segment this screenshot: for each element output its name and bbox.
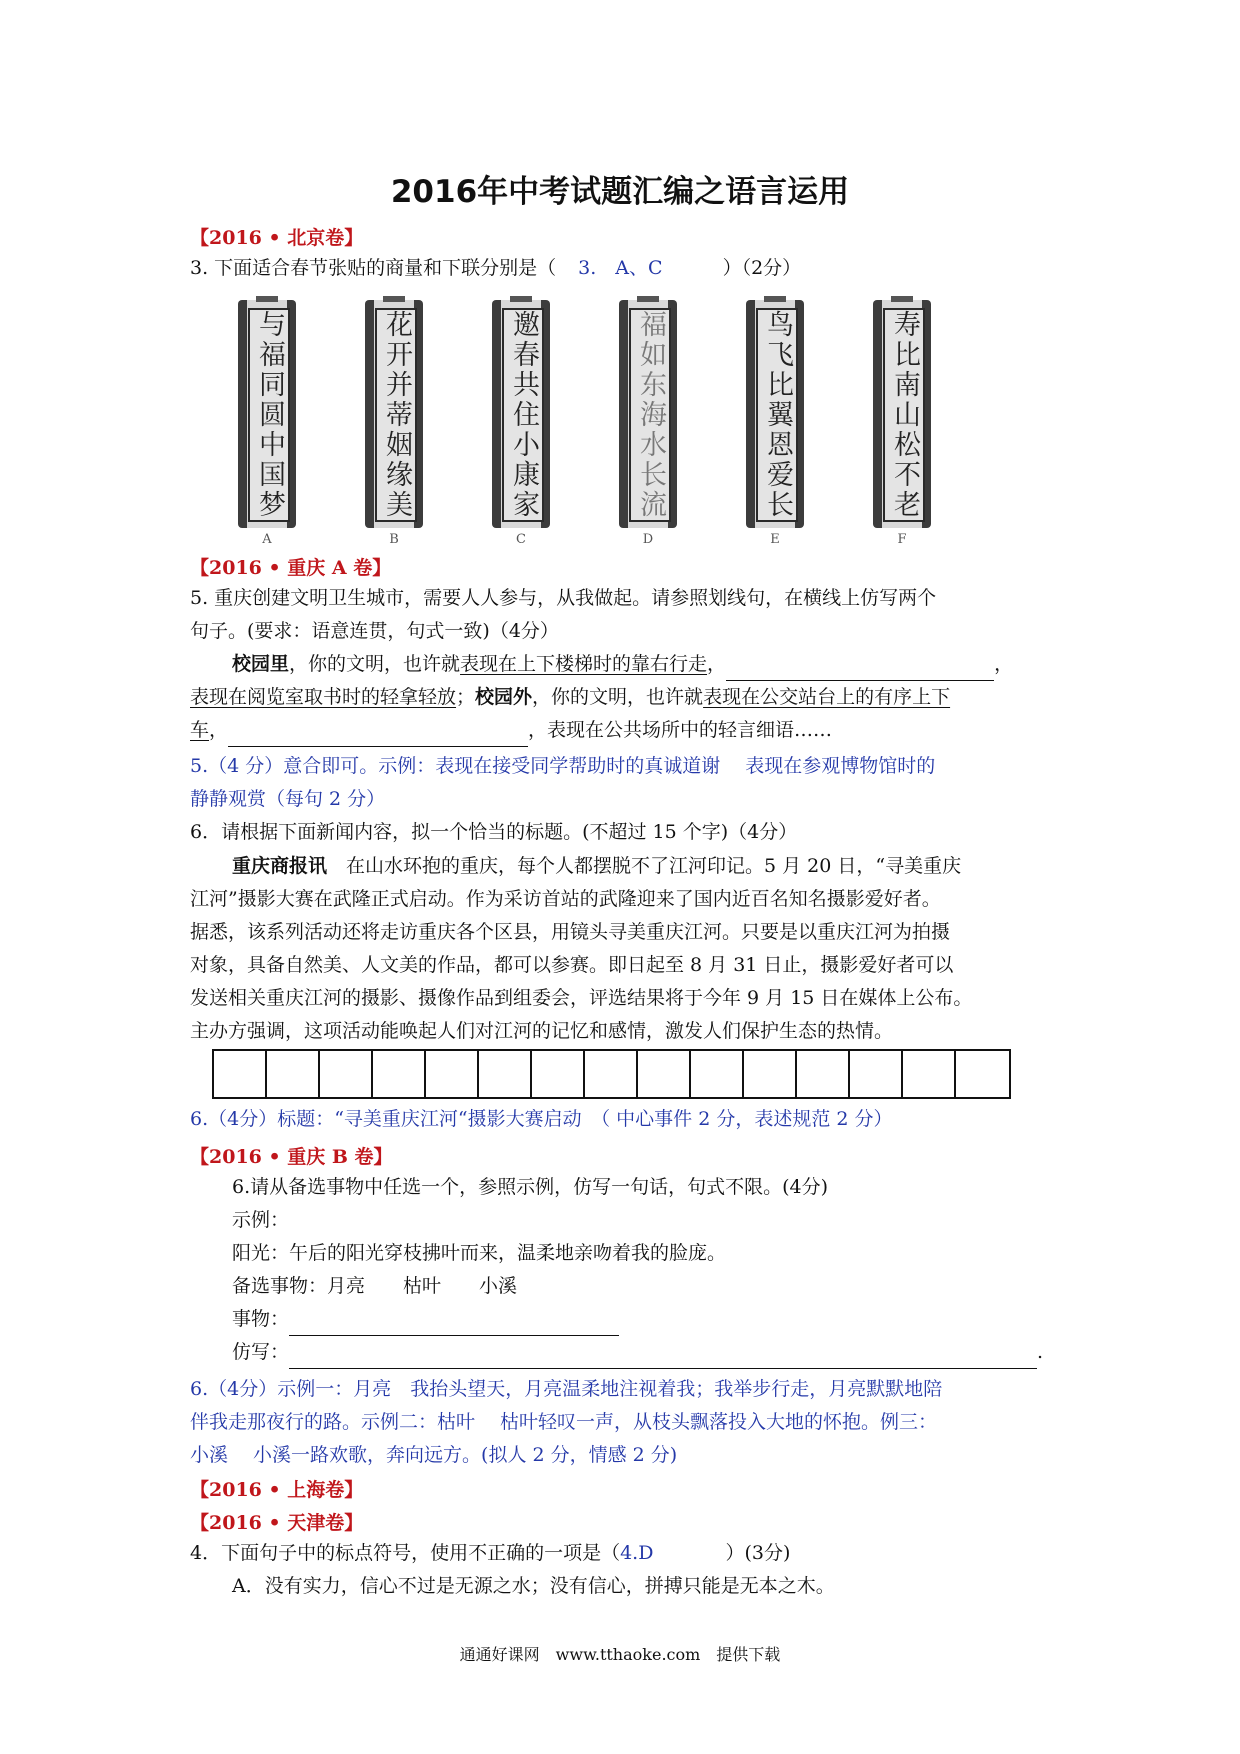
couplet-f-letter: F xyxy=(897,532,907,547)
paragraph-line1-end: ， xyxy=(994,653,1014,675)
paragraph-line2-underlined: 表现在阅览室取书时的轻拿轻放 xyxy=(190,686,457,708)
couplet-a-text: 与福同圆中国梦 xyxy=(248,308,290,522)
paragraph-line2 xyxy=(190,681,950,714)
page-title: 2016年中考试题汇编之语言运用 xyxy=(390,174,850,210)
couplet-a-letter: A xyxy=(262,532,272,547)
couplet-c-letter: C xyxy=(516,532,526,547)
question-4-answer: 4.D xyxy=(620,1542,654,1564)
thing-line xyxy=(232,1303,619,1336)
paragraph-line2-underlined-2: 表现在公交站台上的有序上下 xyxy=(703,686,951,708)
couplet-images xyxy=(238,300,978,545)
answer-5-line2: 静静观赏（每句 2 分） xyxy=(190,788,386,810)
paragraph-line2-a: ； xyxy=(456,686,476,708)
section-header-tianjin: 【2016 • 天津卷】 xyxy=(190,1512,364,1534)
couplet-c-text: 邀春共住小康家 xyxy=(502,308,544,522)
news-line1-text: 在山水环抱的重庆，每个人都摆脱不了江河印记。5 月 20 日，“寻美重庆 xyxy=(327,855,962,877)
news-source: 重庆商报讯 xyxy=(232,855,328,877)
imitate-blank[interactable] xyxy=(289,1348,1037,1369)
paragraph-line2-bold: 校园外 xyxy=(475,686,533,708)
question-5-line2: 句子。(要求：语意连贯，句式一致)（4分） xyxy=(190,620,559,642)
grid-cell[interactable] xyxy=(744,1051,797,1097)
couplet-e-text: 鸟飞比翼恩爱长 xyxy=(756,308,798,522)
paragraph-line2-b: ，你的文明，也许就 xyxy=(532,686,704,708)
answer-5-line1: 5.（4 分）意合即可。示例：表现在接受同学帮助时的真诚道谢 表现在参观博物馆时的 xyxy=(190,755,936,777)
imitate-label: 仿写： xyxy=(232,1341,290,1363)
grid-cell[interactable] xyxy=(532,1051,585,1097)
couplet-d-letter: D xyxy=(642,532,654,547)
paragraph-line3 xyxy=(190,714,832,747)
imitate-line xyxy=(232,1336,1043,1369)
grid-cell[interactable] xyxy=(585,1051,638,1097)
couplet-b xyxy=(365,300,427,547)
example-sentence: 阳光：午后的阳光穿枝拂叶而来，温柔地亲吻着我的脸庞。 xyxy=(232,1242,727,1264)
thing-label: 事物： xyxy=(232,1308,290,1330)
question-4 xyxy=(190,1537,790,1570)
question-6b: 6.请从备选事物中任选一个，参照示例，仿写一句话，句式不限。(4分) xyxy=(232,1176,829,1198)
paragraph-line3-a: ， xyxy=(209,719,229,741)
grid-cell[interactable] xyxy=(638,1051,691,1097)
grid-cell[interactable] xyxy=(797,1051,850,1097)
paragraph-line1-underlined: 表现在上下楼梯时的靠右行走 xyxy=(460,653,708,675)
couplet-c xyxy=(492,300,554,547)
section-header-shanghai: 【2016 • 上海卷】 xyxy=(190,1479,364,1501)
couplet-e xyxy=(746,300,808,547)
paragraph-line1 xyxy=(232,648,1013,681)
question-3 xyxy=(190,252,801,285)
answer-blank-1[interactable] xyxy=(726,660,994,681)
grid-cell[interactable] xyxy=(373,1051,426,1097)
paragraph-line1-bold: 校园里 xyxy=(232,653,290,675)
news-line5: 发送相关重庆江河的摄影、摄像作品到组委会，评选结果将于今年 9 月 15 日在媒体上公布。 xyxy=(190,987,973,1009)
grid-cell[interactable] xyxy=(691,1051,744,1097)
couplet-b-text: 花开并蒂姻缘美 xyxy=(375,308,417,522)
grid-cell[interactable] xyxy=(426,1051,479,1097)
question-3-suffix: ）（2分） xyxy=(722,257,802,279)
thing-blank[interactable] xyxy=(289,1315,619,1336)
question-4-suffix: ）(3分) xyxy=(725,1542,791,1564)
page-footer: 通通好课网 www.tthaoke.com 提供下载 xyxy=(459,1645,781,1664)
grid-cell[interactable] xyxy=(214,1051,267,1097)
grid-cell[interactable] xyxy=(903,1051,956,1097)
answer-6b-line3: 小溪 小溪一路欢歌，奔向远方。(拟人 2 分，情感 2 分) xyxy=(190,1444,678,1466)
question-4-prefix: 4．下面句子中的标点符号，使用不正确的一项是（ xyxy=(190,1542,621,1564)
couplet-d-text: 福如东海水长流 xyxy=(629,308,671,522)
options-line: 备选事物：月亮 枯叶 小溪 xyxy=(232,1275,518,1297)
couplet-f-text: 寿比南山松不老 xyxy=(883,308,925,522)
section-header-chongqing-a: 【2016 • 重庆 A 卷】 xyxy=(190,557,392,579)
news-line6: 主办方强调，这项活动能唤起人们对江河的记忆和感情，激发人们保护生态的热情。 xyxy=(190,1020,894,1042)
grid-cell[interactable] xyxy=(267,1051,320,1097)
grid-cell[interactable] xyxy=(479,1051,532,1097)
paragraph-line1-b: ， xyxy=(707,653,727,675)
answer-6b-line1: 6.（4分）示例一：月亮 我抬头望天，月亮温柔地注视着我；我举步行走，月亮默默地陪 xyxy=(190,1378,943,1400)
option-a: A．没有实力，信心不过是无源之水；没有信心，拼搏只能是无本之木。 xyxy=(232,1575,835,1597)
news-line3: 据悉，该系列活动还将走访重庆各个区县，用镜头寻美重庆江河。只要是以重庆江河为拍摄 xyxy=(190,921,951,943)
imitate-end: . xyxy=(1037,1341,1044,1363)
answer-6b-line2: 伴我走那夜行的路。示例二：枯叶 枯叶轻叹一声，从枝头飘落投入大地的怀抱。例三： xyxy=(190,1411,938,1433)
couplet-b-letter: B xyxy=(389,532,399,547)
news-line4: 对象，具备自然美、人文美的作品，都可以参赛。即日起至 8 月 31 日止，摄影爱好者可以 xyxy=(190,954,954,976)
question-3-answer: 3. A、C xyxy=(578,257,663,279)
paragraph-line1-a: ，你的文明，也许就 xyxy=(289,653,461,675)
news-line1 xyxy=(232,850,961,883)
question-5-line1: 5. 重庆创建文明卫生城市，需要人人参与，从我做起。请参照划线句，在横线上仿写两个 xyxy=(190,587,937,609)
grid-cell[interactable] xyxy=(956,1051,1009,1097)
grid-cell[interactable] xyxy=(850,1051,903,1097)
title-answer-grid[interactable] xyxy=(212,1049,1011,1099)
grid-cell[interactable] xyxy=(320,1051,373,1097)
couplet-e-letter: E xyxy=(770,532,780,547)
couplet-d xyxy=(619,300,681,547)
news-line2: 江河”摄影大赛在武隆正式启动。作为采访首站的武隆迎来了国内近百名知名摄影爱好者。 xyxy=(190,888,941,910)
question-6: 6．请根据下面新闻内容，拟一个恰当的标题。(不超过 15 个字)（4分） xyxy=(190,821,798,843)
couplet-a xyxy=(238,300,300,547)
answer-blank-2[interactable] xyxy=(228,726,528,747)
couplet-f xyxy=(873,300,935,547)
paragraph-line3-b: ，表现在公共场所中的轻言细语…… xyxy=(528,719,833,741)
section-header-beijing: 【2016 • 北京卷】 xyxy=(190,227,364,249)
section-header-chongqing-b: 【2016 • 重庆 B 卷】 xyxy=(190,1146,393,1168)
paragraph-line3-underlined: 车 xyxy=(190,719,210,741)
example-label: 示例： xyxy=(232,1209,290,1231)
answer-6: 6.（4分）标题：“寻美重庆江河“摄影大赛启动 （ 中心事件 2 分，表述规范 2 分） xyxy=(190,1108,893,1130)
question-3-prefix: 3. 下面适合春节张贴的商量和下联分别是（ xyxy=(190,257,557,279)
